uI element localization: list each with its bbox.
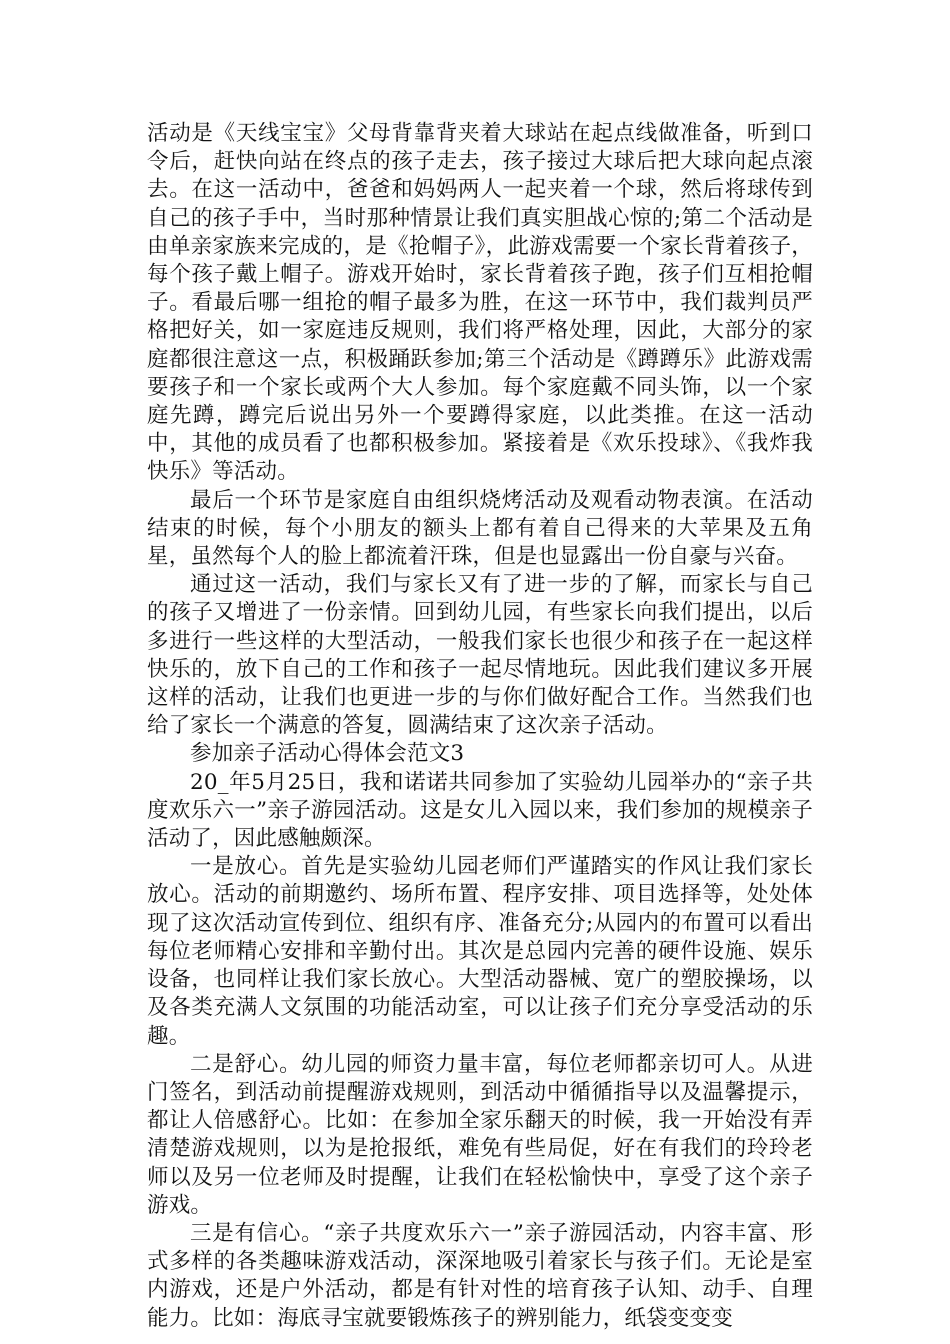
paragraph-7: 二是舒心。幼儿园的师资力量丰富，每位老师都亲切可人。从进门签名，到活动前提醒游戏规则，到活动中循循指导以及温馨提示，都让人倍感舒心。比如：在参加全家乐翻天的时候，我一开始没有弄清楚游戏规则，以为是抢报纸，难免有些局促，好在有我们的玲玲老师以及另一位老师及时提醒，让我们在轻松愉快中，享受了这个亲子游戏。 — [147, 1051, 813, 1218]
document-body — [147, 120, 813, 1333]
paragraph-6: 一是放心。首先是实验幼儿园老师们严谨踏实的作风让我们家长放心。活动的前期邀约、场所布置、程序安排、项目选择等，处处体现了这次活动宣传到位、组织有序、准备充分;从园内的布置可以看出每位老师精心安排和辛勤付出。其次是总园内完善的硬件设施、娱乐设备，也同样让我们家长放心。大型活动器械、宽广的塑胶操场，以及各类充满人文氛围的功能活动室，可以让孩子们充分享受活动的乐趣。 — [147, 854, 813, 1049]
section-heading: 参加亲子活动心得体会范文3 — [190, 741, 465, 767]
paragraph-3: 通过这一活动，我们与家长又有了进一步的了解，而家长与自己的孩子又增进了一份亲情。回到幼儿园，有些家长向我们提出，以后多进行一些这样的大型活动，一般我们家长也很少和孩子在一起这样快乐的，放下自己的工作和孩子一起尽情地玩。因此我们建议多开展这样的活动，让我们也更进一步的与你们做好配合工作。当然我们也给了家长一个满意的答复，圆满结束了这次亲子活动。 — [147, 572, 813, 739]
paragraph-2: 最后一个环节是家庭自由组织烧烤活动及观看动物表演。在活动结束的时候，每个小朋友的额头上都有着自己得来的大苹果及五角星，虽然每个人的脸上都流着汗珠，但是也显露出一份自豪与兴奋。 — [147, 487, 813, 570]
paragraph-8: 三是有信心。“亲子共度欢乐六一”亲子游园活动，内容丰富、形式多样的各类趣味游戏活动，深深地吸引着家长与孩子们。无论是室内游戏，还是户外活动，都是有针对性的培育孩子认知、动手、自理能力。比如：海底寻宝就要锻炼孩子的辨别能力，纸袋变变变 — [147, 1220, 813, 1331]
paragraph-1: 活动是《天线宝宝》父母背靠背夹着大球站在起点线做准备，听到口令后，赶快向站在终点的孩子走去，孩子接过大球后把大球向起点滚去。在这一活动中，爸爸和妈妈两人一起夹着一个球，然后将球传到自己的孩子手中，当时那种情景让我们真实胆战心惊的;第二个活动是由单亲家族来完成的，是《抢帽子》，此游戏需要一个家长背着孩子，每个孩子戴上帽子。游戏开始时，家长背着孩子跑，孩子们互相抢帽子。看最后哪一组抢的帽子最多为胜，在这一环节中，我们裁判员严格把好关，如一家庭违反规则，我们将严格处理，因此，大部分的家庭都很注意这一点，积极踊跃参加;第三个活动是《蹲蹲乐》此游戏需要孩子和一个家长或两个大人参加。每个家庭戴不同头饰，以一个家庭先蹲，蹲完后说出另外一个要蹲得家庭，以此类推。在这一活动中，其他的成员看了也都积极参加。紧接着是《欢乐投球》、《我炸我快乐》等活动。 — [147, 121, 813, 485]
paragraph-5: 20_年5月25日，我和诺诺共同参加了实验幼儿园举办的“亲子共度欢乐六一”亲子游园活动。这是女儿入园以来，我们参加的规模亲子活动了，因此感触颇深。 — [147, 769, 813, 852]
